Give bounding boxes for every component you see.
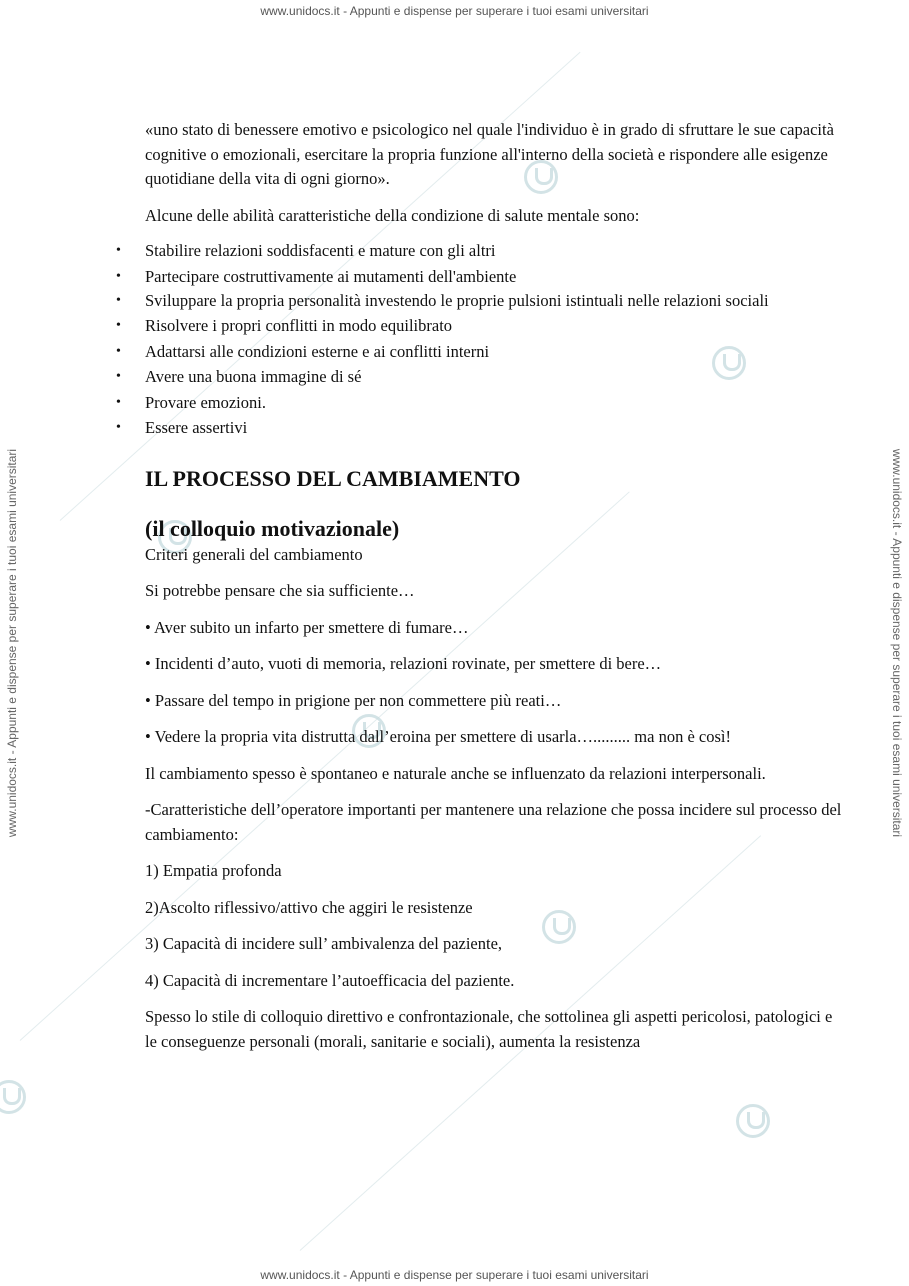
list-item: • Risolvere i propri conflitti in modo equilibrato: [145, 313, 845, 339]
list-item: • Provare emozioni.: [145, 390, 845, 416]
list-item: • Stabilire relazioni soddisfacenti e mature con gli altri: [145, 238, 845, 264]
list-item: • Adattarsi alle condizioni esterne e ai conflitti interni: [145, 339, 845, 365]
list-item: • Sviluppare la propria personalità investendo le proprie pulsioni istintuali nelle relazioni sociali: [145, 289, 845, 313]
watermark-top: www.unidocs.it - Appunti e dispense per superare i tuoi esami universitari: [260, 4, 649, 18]
list-item: • Partecipare costruttivamente ai mutamenti dell'ambiente: [145, 264, 845, 290]
watermark-right: www.unidocs.it - Appunti e dispense per superare i tuoi esami universitari: [890, 448, 904, 838]
operator-trait: 1) Empatia profonda: [145, 861, 282, 880]
abilities-list: [145, 238, 845, 441]
closing-paragraph: Spesso lo stile di colloquio direttivo e confrontazionale, che sottolinea gli aspetti pericolosi, patologici e le conseguenze personali (morali, sanitarie e sociali), aumenta la resistenza: [145, 1007, 833, 1051]
operator-intro: -Caratteristiche dell’operatore importanti per mantenere una relazione che possa incidere sul processo del cambiamento:: [145, 800, 842, 844]
unidocs-logo-icon: [0, 1080, 26, 1114]
example-line: • Vedere la propria vita distrutta dall’eroina per smettere di usarla…......... ma non è così!: [145, 727, 731, 746]
operator-trait: 3) Capacità di incidere sull’ ambivalenza del paziente,: [145, 934, 503, 953]
watermark-left: www.unidocs.it - Appunti e dispense per superare i tuoi esami universitari: [5, 448, 19, 838]
criteria-title: Criteri generali del cambiamento: [145, 544, 363, 564]
section-subheading: (il colloquio motivazionale): [145, 515, 400, 541]
example-line: • Incidenti d’auto, vuoti di memoria, relazioni rovinate, per smettere di bere…: [145, 654, 662, 673]
change-note: Il cambiamento spesso è spontaneo e naturale anche se influenzato da relazioni interpersonali.: [145, 763, 766, 783]
document-body: [145, 118, 845, 1054]
operator-trait: 4) Capacità di incrementare l’autoefficacia del paziente.: [145, 970, 515, 990]
example-line: • Aver subito un infarto per smettere di fumare…: [145, 617, 469, 637]
sufficient-intro: Si potrebbe pensare che sia sufficiente…: [145, 581, 415, 600]
unidocs-logo-icon: [736, 1104, 770, 1138]
operator-trait: 2)Ascolto riflessivo/attivo che aggiri le resistenze: [145, 897, 473, 917]
list-item: • Avere una buona immagine di sé: [145, 364, 845, 390]
section-heading: IL PROCESSO DEL CAMBIAMENTO: [145, 465, 521, 491]
intro-quote: «uno stato di benessere emotivo e psicologico nel quale l'individuo è in grado di sfruttare le sue capacità cognitive o emozionali, esercitare la propria funzione all'interno della società e rispondere alle esigenze quotidiane della vita di ogni giorno».: [145, 120, 834, 188]
watermark-bottom: www.unidocs.it - Appunti e dispense per superare i tuoi esami universitari: [260, 1268, 649, 1282]
abilities-intro: Alcune delle abilità caratteristiche della condizione di salute mentale sono:: [145, 205, 640, 225]
list-item: • Essere assertivi: [145, 415, 845, 441]
example-line: • Passare del tempo in prigione per non commettere più reati…: [145, 690, 562, 710]
